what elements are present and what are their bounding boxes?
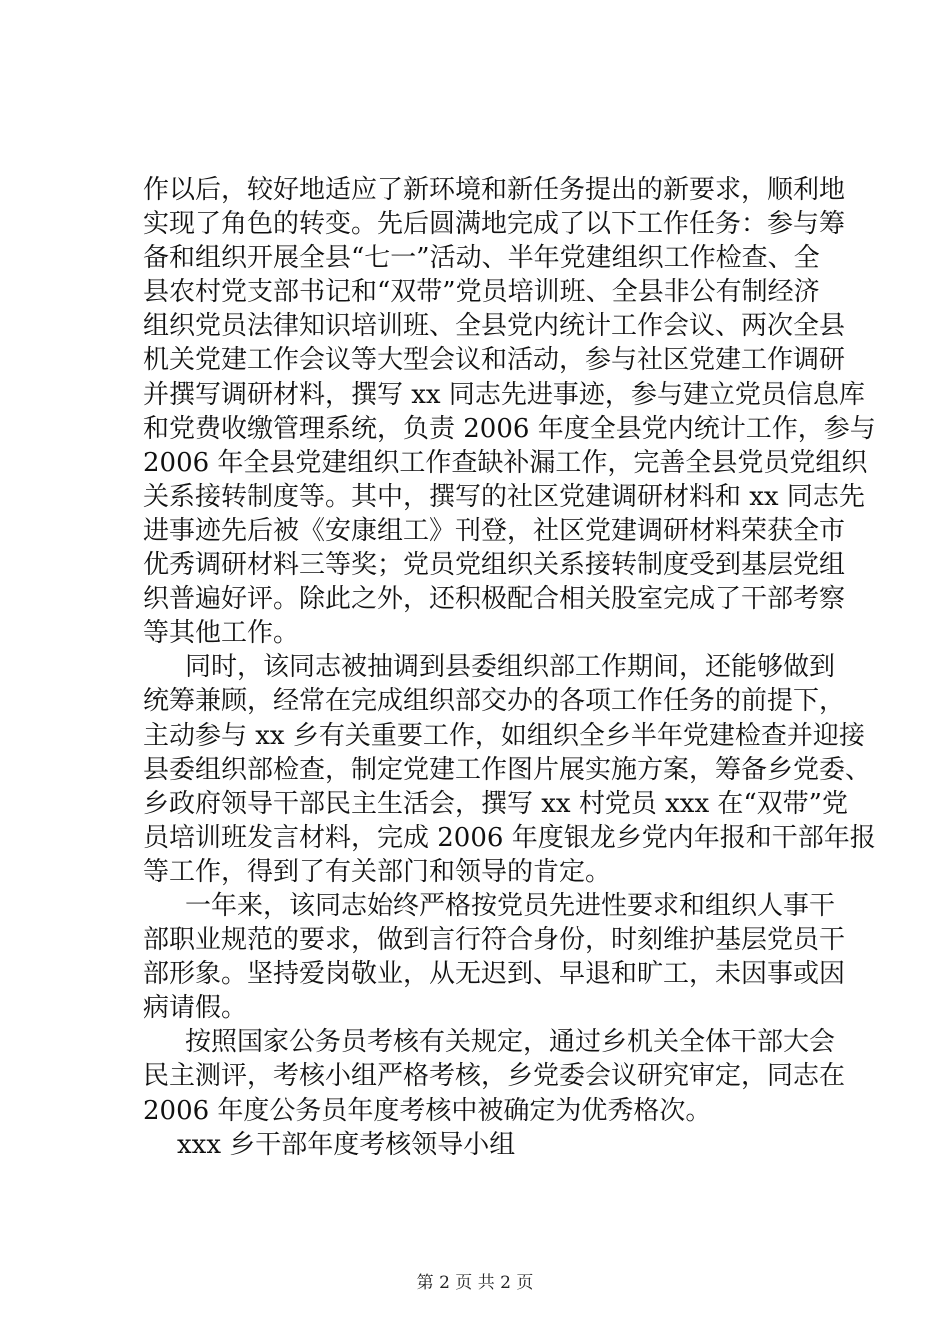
text-line: 等其他工作。 xyxy=(143,618,300,649)
text-line: 部形象。坚持爱岗敬业，从无迟到、早退和旷工，未因事或因 xyxy=(143,959,846,990)
text-line: 和党费收缴管理系统，负责 2006 年度全县党内统计工作，参与 xyxy=(143,413,876,444)
text-line: 备和组织开展全县“七一”活动、半年党建组织工作检查、全 xyxy=(143,243,820,274)
text-line: 统筹兼顾，经常在完成组织部交办的各项工作任务的前提下， xyxy=(143,686,846,717)
text-line: 病请假。 xyxy=(143,993,248,1024)
text-line: 部职业规范的要求，做到言行符合身份，时刻维护基层党员干 xyxy=(143,925,846,956)
text-line: 县委组织部检查，制定党建工作图片展实施方案，筹备乡党委、 xyxy=(143,754,872,785)
text-line: 织普遍好评。除此之外，还积极配合相关股室完成了干部考察 xyxy=(143,584,846,615)
document-body xyxy=(143,173,876,1162)
text-line: 优秀调研材料三等奖；党员党组织关系接转制度受到基层党组 xyxy=(143,550,846,581)
text-line: 等工作，得到了有关部门和领导的肯定。 xyxy=(143,856,612,887)
text-line: 2006 年全县党建组织工作查缺补漏工作，完善全县党员党组织 xyxy=(143,447,868,478)
text-line: 民主测评，考核小组严格考核，乡党委会议研究审定，同志在 xyxy=(143,1061,846,1092)
text-line: 作以后，较好地适应了新环境和新任务提出的新要求，顺利地 xyxy=(143,175,846,205)
paragraph-start-line: 一年来，该同志始终严格按党员先进性要求和组织人事干 xyxy=(185,890,836,921)
text-line: 进事迹先后被《安康组工》刊登，社区党建调研材料荣获全市 xyxy=(143,515,846,546)
paragraph-start-line: 按照国家公务员考核有关规定，通过乡机关全体干部大会 xyxy=(185,1027,836,1058)
text-line: 机关党建工作会议等大型会议和活动，参与社区党建工作调研 xyxy=(143,345,846,376)
text-line: 关系接转制度等。其中，撰写的社区党建调研材料和 xx 同志先 xyxy=(143,481,865,512)
text-line: 并撰写调研材料，撰写 xx 同志先进事迹，参与建立党员信息库 xyxy=(143,379,865,410)
text-line: 乡政府领导干部民主生活会，撰写 xx 村党员 xxx 在“双带”党 xyxy=(143,788,848,819)
text-line: 组织党员法律知识培训班、全县党内统计工作会议、两次全县 xyxy=(143,311,846,342)
text-line: 2006 年度公务员年度考核中被确定为优秀格次。 xyxy=(143,1095,712,1126)
text-line: 县农村党支部书记和“双带”党员培训班、全县非公有制经济 xyxy=(143,277,820,308)
page-number-footer: 第 2 页 共 2 页 xyxy=(416,1273,534,1293)
text-line: 实现了角色的转变。先后圆满地完成了以下工作任务：参与筹 xyxy=(143,209,846,240)
text-line: 主动参与 xx 乡有关重要工作，如组织全乡半年党建检查并迎接 xyxy=(143,720,865,751)
paragraph-start-line: 同时，该同志被抽调到县委组织部工作期间，还能够做到 xyxy=(185,652,836,683)
text-line: 员培训班发言材料，完成 2006 年度银龙乡党内年报和干部年报 xyxy=(143,822,876,853)
signature-line: xxx 乡干部年度考核领导小组 xyxy=(177,1129,516,1160)
